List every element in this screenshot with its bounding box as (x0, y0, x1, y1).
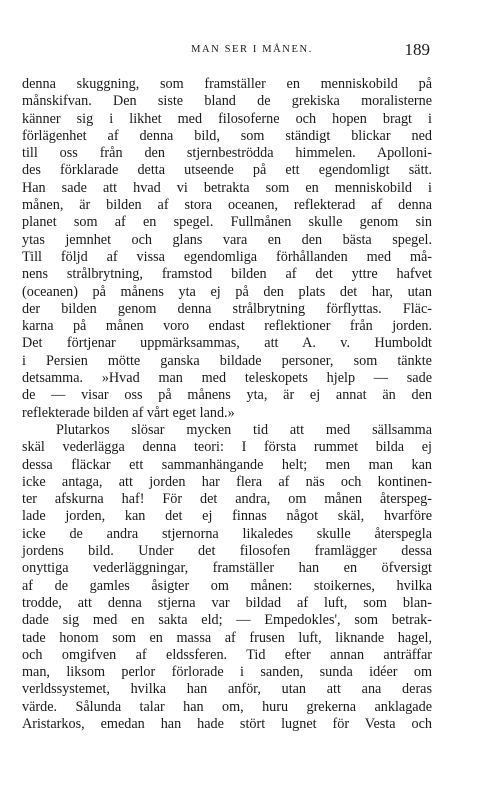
text-line: Plutarkos slösar mycken tid att med sällsamma (56, 421, 432, 438)
text-line: icke de andra stjernorna likaledes skulle återspegla (22, 525, 432, 542)
text-line: i Persien mötte ganska bildade personer, som tänkte (22, 352, 432, 369)
page-number: 189 (404, 40, 430, 59)
text-line: man, liksom perlor förlorade i sanden, sunda idéer om (22, 664, 432, 681)
text-line: förlägenhet af denna bild, som ständigt blickar ned (22, 127, 432, 144)
text-line: lade jorden, kan det ej finnas något skäl, hvarföre (22, 508, 432, 525)
text-line: Till följd af vissa egendomliga förhållanden med må- (22, 248, 432, 265)
text-line: af de gamles åsigter om månen: stoikernes, hvilka (22, 577, 432, 594)
text-line: de — visar oss på månens yta, är ej annat än den (22, 387, 432, 404)
text-line: dessa fläckar ett sammanhängande helt; men man kan (22, 456, 432, 473)
text-line: och omgifven af eldssferen. Tid efter annan anträffar (22, 646, 432, 663)
text-line: verldssystemet, hvilka han anför, utan att ana deras (22, 681, 432, 698)
text-line: icke antaga, att jorden har flera af näs och kontinen- (22, 473, 432, 490)
text-line: karna på månen voro endast reflektioner från jorden. (22, 318, 432, 335)
text-line: jordens bild. Under det filosofen framlägger dessa (22, 543, 432, 560)
text-line: onyttiga vederläggningar, framställer han en öfversigt (22, 560, 432, 577)
text-line: till oss från den stjernbeströdda himmelen. Apolloni- (22, 145, 432, 162)
running-head: MAN SER I MÅNEN. (191, 44, 313, 55)
text-line: Han sade att hvad vi betrakta som en menniskobild i (22, 179, 432, 196)
text-line: (oceanen) på månens yta ej på den plats det har, utan (22, 283, 432, 300)
text-line: des förklarade detta utseende på ett egendomligt sätt. (22, 162, 432, 179)
text-line: trodde, att denna stjerna var bildad af luft, som blan- (22, 594, 432, 611)
text-line: månskifvan. Den siste bland de grekiska moralisterne (22, 93, 432, 110)
page-header (0, 40, 504, 66)
text-line: Aristarkos, emedan han hade stört lugnet för Vesta och (22, 715, 432, 732)
text-line: Det förtjenar uppmärksammas, att A. v. Humboldt (22, 335, 432, 352)
text-line: ytas jemnhet och glans vara en den bästa spegel. (22, 231, 432, 248)
body-text (22, 76, 432, 733)
text-line: planet som af en spegel. Fullmånen skulle genom sin (22, 214, 432, 231)
text-line: reflekterade bilden af vårt eget land.» (22, 404, 235, 421)
text-line: skäl vederlägga denna teori: I första rummet bilda ej (22, 439, 432, 456)
text-line: dade sig med en sakta eld; — Empedokles', som betrak- (22, 612, 432, 629)
text-line: månen, är bilden af stora oceanen, reflekterad af denna (22, 197, 432, 214)
text-line: ter afskurna haf! För det andra, om månen återspeg- (22, 491, 432, 508)
text-line: denna skuggning, som framställer en menniskobild på (22, 76, 432, 92)
text-line: nens strålbrytning, framstod bilden af det yttre hafvet (22, 266, 432, 283)
text-line: tade honom som en massa af frusen luft, liknande hagel, (22, 629, 432, 646)
text-line: der bilden genom denna strålbrytning förflyttas. Fläc- (22, 300, 432, 317)
text-line: detsamma. »Hvad man med teleskopets hjelp — sade (22, 370, 432, 387)
text-line: känner sig i likhet med filosoferne och hopen bragt i (22, 110, 432, 127)
text-line: värde. Sålunda talar han om, huru grekerna anklagade (22, 698, 432, 715)
